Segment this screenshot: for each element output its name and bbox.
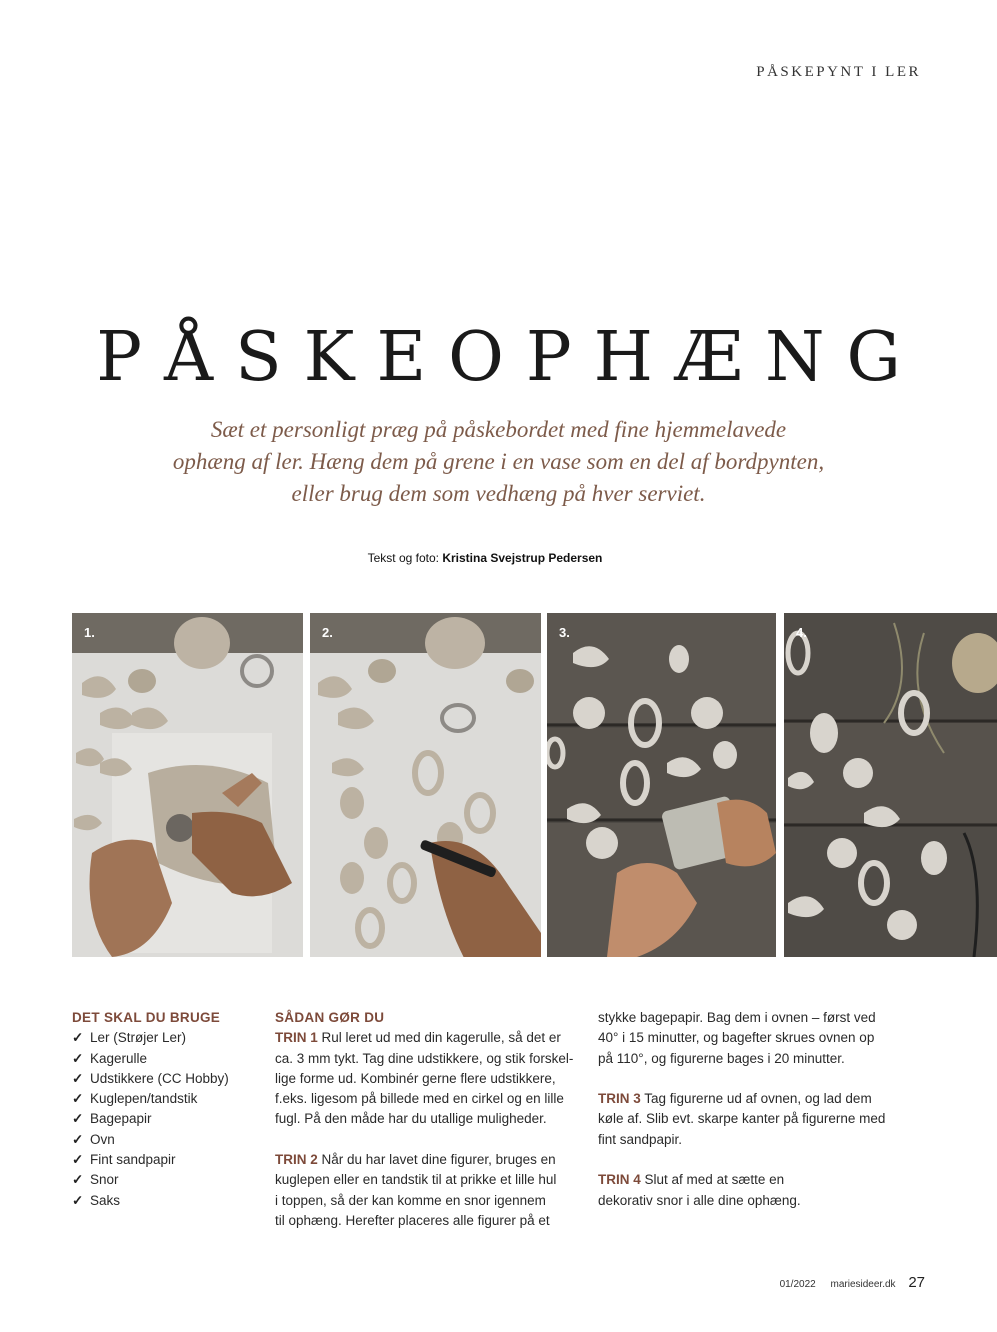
section-label: PÅSKEPYNT I LER (756, 64, 921, 80)
checkmark-icon: ✓ (72, 1111, 84, 1127)
step-line (598, 1170, 908, 1190)
step-line: til ophæng. Herefter placeres alle figurer på et (275, 1212, 550, 1228)
checkmark-icon: ✓ (72, 1091, 84, 1107)
material-label: Kuglepen/tandstik (90, 1091, 198, 1107)
step-2-continued (598, 1008, 908, 1069)
material-label: Ovn (90, 1131, 115, 1147)
step-photo-2 (310, 613, 541, 957)
step-line: stykke bagepapir. Bag dem i ovnen – først ved (598, 1010, 876, 1025)
step-text: Når du har lavet dine figurer, bruges en (321, 1152, 556, 1168)
checkmark-icon: ✓ (72, 1050, 84, 1066)
step-line: f.eks. ligesom på billede med en cirkel og en lille (275, 1091, 564, 1107)
step-3 (598, 1089, 908, 1150)
page-footer (780, 1274, 925, 1291)
checkmark-icon: ✓ (72, 1172, 84, 1188)
photo-number: 2. (322, 625, 333, 640)
step-photo-4 (784, 613, 997, 957)
instructions-column-1 (275, 1008, 575, 1252)
clay-sanding-photo (547, 613, 776, 957)
material-label: Snor (90, 1172, 119, 1188)
material-label: Udstikkere (CC Hobby) (90, 1070, 229, 1086)
step-line: 40° i 15 minutter, og bagefter skrues ovnen op (598, 1030, 875, 1046)
material-label: Kagerulle (90, 1050, 148, 1066)
step-photo-1 (72, 613, 303, 957)
material-label: Ler (Strøjer Ler) (90, 1030, 187, 1046)
material-item (72, 1069, 252, 1089)
step-1 (275, 1028, 575, 1129)
issue-number: 01/2022 (779, 1279, 816, 1290)
step-label: TRIN 3 (598, 1091, 641, 1107)
site-name: mariesideer.dk (830, 1279, 896, 1290)
step-label: TRIN 1 (275, 1030, 318, 1046)
material-item (72, 1028, 252, 1048)
step-text: Slut af med at sætte en (644, 1172, 785, 1188)
materials-list (72, 1028, 252, 1211)
page-number: 27 (908, 1274, 925, 1291)
material-label: Fint sandpapir (90, 1152, 176, 1168)
photo-number: 4. (796, 625, 807, 640)
checkmark-icon: ✓ (72, 1192, 84, 1208)
material-item (72, 1109, 252, 1129)
checkmark-icon: ✓ (72, 1131, 84, 1147)
checkmark-icon: ✓ (72, 1152, 84, 1168)
intro-line: Sæt et personligt præg på påskebordet med fine hjemmelavede (210, 417, 787, 442)
checkmark-icon: ✓ (72, 1070, 84, 1086)
step-label: TRIN 4 (598, 1172, 641, 1188)
step-label: TRIN 2 (275, 1152, 318, 1168)
step-line (275, 1150, 575, 1170)
clay-hole-punching-photo (310, 613, 541, 957)
credit-name: Kristina Svejstrup Pedersen (442, 551, 603, 565)
photo-number: 1. (84, 625, 95, 640)
material-item (72, 1049, 252, 1069)
photo-number: 3. (559, 625, 570, 640)
material-item (72, 1191, 252, 1211)
intro-line: ophæng af ler. Hæng dem på grene i en vase som en del af bordpynten, (172, 449, 825, 474)
step-line: kuglepen eller en tandstik til at prikke et lille hul (275, 1172, 557, 1188)
material-item (72, 1170, 252, 1190)
clay-rolling-photo (72, 613, 303, 957)
step-photo-3 (547, 613, 776, 957)
step-line: lige forme ud. Kombinér gerne flere udstikkere, (275, 1070, 556, 1086)
article-title: PÅSKEOPHÆNG (96, 318, 923, 397)
step-line: dekorativ snor i alle dine ophæng. (598, 1192, 801, 1208)
materials-heading: DET SKAL DU BRUGE (72, 1010, 221, 1025)
photo-strip (72, 613, 997, 957)
material-item (72, 1150, 252, 1170)
material-item (72, 1130, 252, 1150)
step-line: i toppen, så der kan komme en snor igennem (275, 1192, 546, 1208)
step-line (598, 1089, 908, 1109)
instructions-heading: SÅDAN GØR DU (275, 1010, 385, 1025)
step-line (275, 1028, 575, 1048)
step-text: Rul leret ud med din kagerulle, så det er (321, 1030, 561, 1046)
checkmark-icon: ✓ (72, 1030, 84, 1046)
step-2 (275, 1150, 575, 1231)
material-item (72, 1089, 252, 1109)
step-text: Tag figurerne ud af ovnen, og lad dem (644, 1091, 872, 1107)
finished-ornaments-photo (784, 613, 997, 957)
step-line: på 110°, og figurerne bages i 20 minutter. (598, 1050, 845, 1066)
step-line: fint sandpapir. (598, 1131, 683, 1147)
byline (0, 551, 970, 565)
instructions-column-2 (598, 1008, 908, 1231)
intro-text (140, 414, 857, 510)
material-label: Bagepapir (90, 1111, 152, 1127)
materials-column (72, 1008, 252, 1211)
step-line: ca. 3 mm tykt. Tag dine udstikkere, og stik forskel- (275, 1050, 574, 1066)
step-line: fugl. På den måde har du utallige muligheder. (275, 1111, 547, 1127)
material-label: Saks (90, 1192, 121, 1208)
intro-line: eller brug dem som vedhæng på hver serviet. (291, 481, 706, 506)
step-4 (598, 1170, 908, 1211)
step-line: køle af. Slib evt. skarpe kanter på figurerne med (598, 1111, 886, 1127)
credit-label: Tekst og foto: (367, 551, 439, 565)
